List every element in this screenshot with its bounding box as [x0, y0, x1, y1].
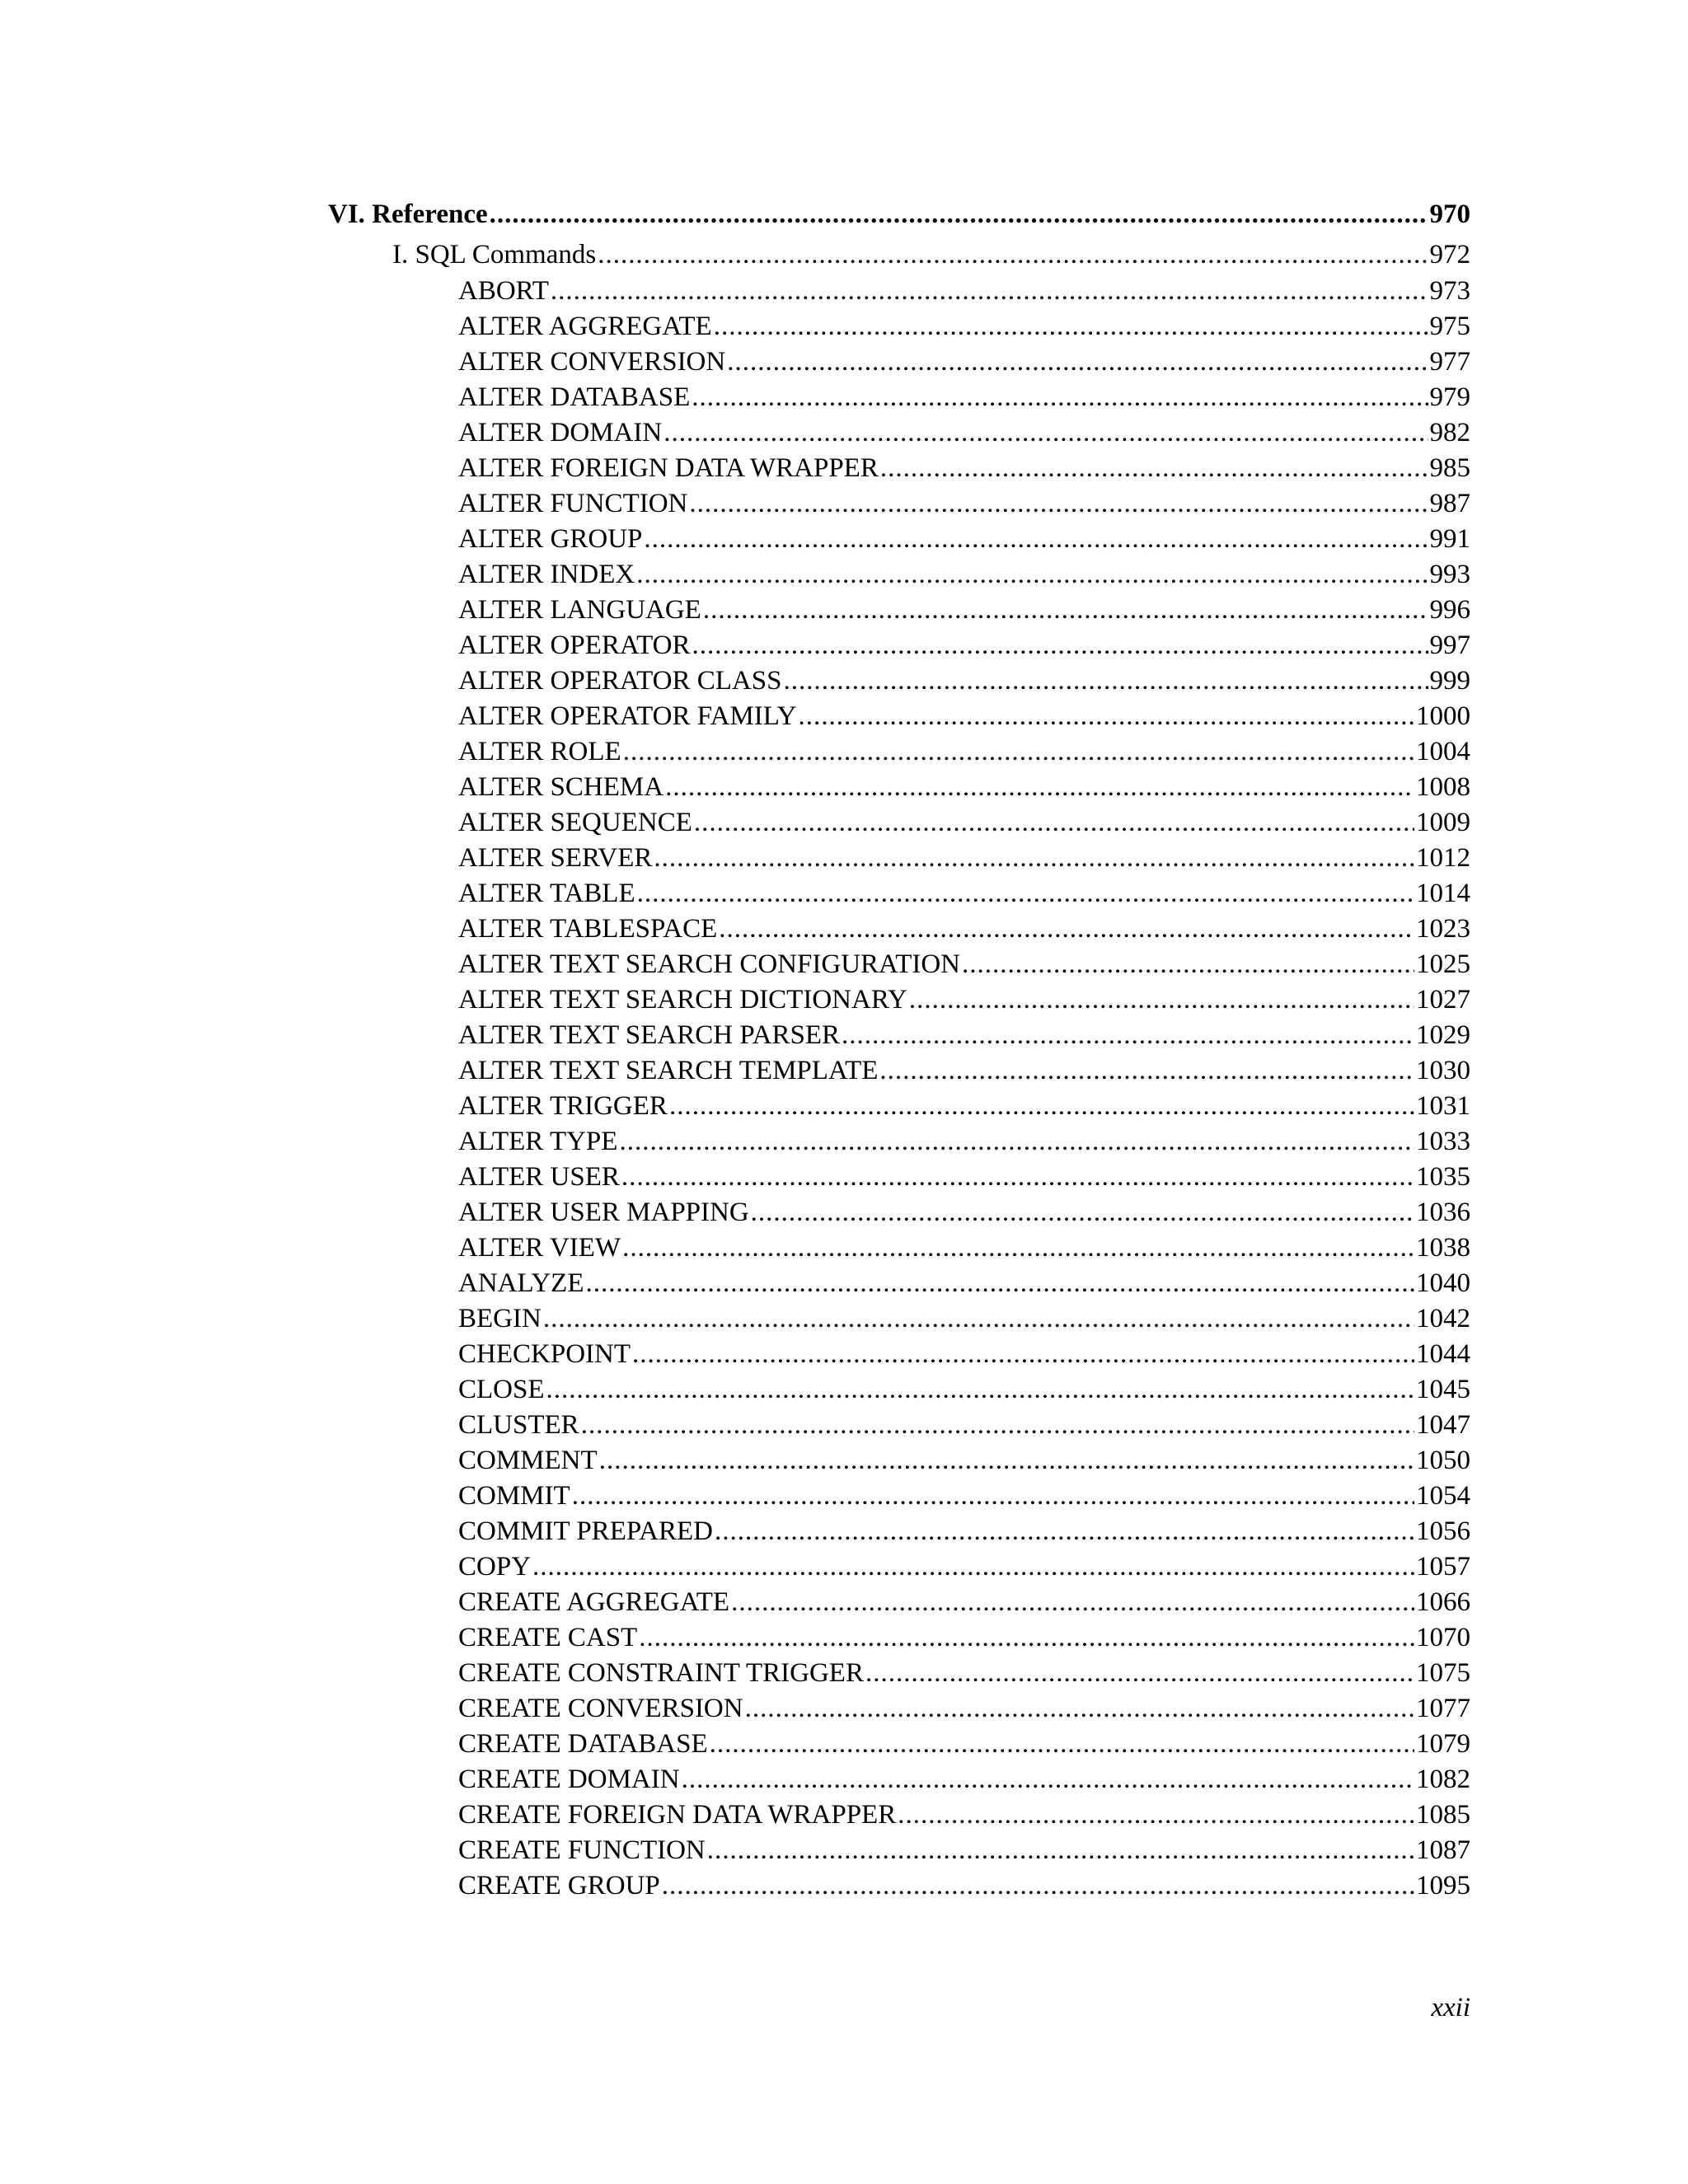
toc-entry-page: 1095	[1416, 1871, 1470, 1900]
toc-entry[interactable]	[328, 982, 1470, 1018]
dot-leader	[842, 1018, 1414, 1053]
dot-leader	[551, 274, 1428, 309]
toc-entry-title: CREATE FUNCTION	[458, 1835, 706, 1865]
toc-entry-title: CREATE DATABASE	[458, 1729, 708, 1759]
toc-entry-page: 1008	[1416, 772, 1470, 802]
toc-entry[interactable]	[328, 486, 1470, 522]
toc-entry-page: 999	[1429, 666, 1470, 696]
toc-entry-page: 1077	[1416, 1694, 1470, 1723]
toc-entry[interactable]	[328, 1124, 1470, 1160]
toc-entry-title: ALTER INDEX	[458, 560, 635, 589]
toc-entry-page: 1079	[1416, 1729, 1470, 1759]
toc-entry-title: ALTER FOREIGN DATA WRAPPER	[458, 453, 879, 483]
dot-leader	[632, 1337, 1414, 1372]
dot-leader	[865, 1656, 1414, 1691]
toc-entry[interactable]	[328, 1089, 1470, 1124]
toc-entry-title: ALTER USER	[458, 1162, 620, 1192]
dot-leader	[663, 415, 1428, 451]
toc-entry-title: ALTER CONVERSION	[458, 347, 726, 377]
toc-entry-page: 1035	[1416, 1162, 1470, 1192]
toc-entry-page: 1000	[1416, 701, 1470, 731]
toc-entry-title: ALTER TRIGGER	[458, 1091, 668, 1121]
toc-entry-title: ALTER TEXT SEARCH TEMPLATE	[458, 1056, 879, 1085]
toc-entry-title: ALTER TEXT SEARCH CONFIGURATION	[458, 949, 961, 979]
dot-leader	[727, 344, 1428, 380]
toc-entry-page: 993	[1429, 560, 1470, 589]
toc-entry[interactable]	[328, 557, 1470, 593]
dot-leader	[622, 1230, 1414, 1266]
toc-entry[interactable]	[328, 1230, 1470, 1266]
toc-entry-title: ALTER DOMAIN	[458, 418, 663, 448]
toc-entry[interactable]	[328, 1868, 1470, 1904]
toc-entry-title: ALTER LANGUAGE	[458, 595, 701, 625]
toc-entry[interactable]	[328, 1656, 1470, 1691]
dot-leader	[599, 1443, 1414, 1479]
toc-entry-page: 1038	[1416, 1233, 1470, 1263]
dot-leader	[572, 1479, 1414, 1514]
toc-entry-page: 987	[1429, 489, 1470, 518]
toc-entry-title: COMMENT	[458, 1446, 598, 1475]
toc-entry-page: 1042	[1416, 1304, 1470, 1333]
dot-leader	[619, 1124, 1414, 1160]
toc-entry[interactable]	[328, 1620, 1470, 1656]
dot-leader	[714, 309, 1428, 344]
dot-leader	[751, 1195, 1414, 1230]
toc-entry-title: CREATE AGGREGATE	[458, 1587, 730, 1617]
toc-entry[interactable]	[328, 1301, 1470, 1337]
dot-leader	[783, 663, 1428, 699]
toc-entry-title: COPY	[458, 1552, 532, 1582]
toc-entry[interactable]	[328, 1833, 1470, 1868]
toc-entry[interactable]	[328, 1195, 1470, 1230]
toc-entry-page: 1070	[1416, 1623, 1470, 1652]
toc-entry-page: 1045	[1416, 1375, 1470, 1404]
toc-entry[interactable]	[328, 344, 1470, 380]
toc-entry-page: 973	[1429, 276, 1470, 306]
toc-entry-page: 1004	[1416, 737, 1470, 766]
toc-entry-title: ALTER SEQUENCE	[458, 808, 692, 837]
toc-entry-title: ALTER USER MAPPING	[458, 1197, 749, 1227]
toc-entry-title: ALTER TABLE	[458, 879, 635, 908]
toc-entry-page: 1036	[1416, 1197, 1470, 1227]
toc-entry[interactable]	[328, 1514, 1470, 1549]
toc-entry[interactable]	[328, 841, 1470, 876]
toc-entry-page: 1085	[1416, 1800, 1470, 1830]
toc-entry-title: CREATE CONVERSION	[458, 1694, 743, 1723]
toc-entry-page: 1009	[1416, 808, 1470, 837]
toc-entry-page: 977	[1429, 347, 1470, 377]
dot-leader	[546, 1372, 1414, 1408]
toc-entry-title: CLUSTER	[458, 1410, 579, 1440]
toc-entry[interactable]	[328, 1549, 1470, 1585]
dot-leader	[909, 982, 1414, 1018]
dot-leader	[654, 841, 1414, 876]
toc-entry[interactable]	[328, 522, 1470, 557]
toc-entry-title: COMMIT PREPARED	[458, 1516, 714, 1546]
toc-entry[interactable]	[328, 699, 1470, 734]
toc-entry[interactable]	[328, 1585, 1470, 1620]
toc-entry[interactable]	[328, 380, 1470, 415]
toc-entry-page: 1030	[1416, 1056, 1470, 1085]
toc-entry-page: 975	[1429, 312, 1470, 341]
dot-leader	[586, 1266, 1415, 1301]
toc-entry[interactable]	[328, 628, 1470, 663]
toc-entry[interactable]	[328, 1372, 1470, 1408]
toc-entry[interactable]	[328, 1160, 1470, 1195]
toc-entry[interactable]	[328, 734, 1470, 770]
dot-leader	[707, 1833, 1414, 1868]
toc-entry-title: ALTER VIEW	[458, 1233, 621, 1263]
dot-leader	[665, 770, 1414, 805]
dot-leader	[490, 191, 1428, 237]
toc-entry[interactable]	[328, 912, 1470, 947]
toc-entry-page: 1044	[1416, 1339, 1470, 1369]
toc-item-list	[328, 274, 1470, 1904]
toc-entry[interactable]	[328, 1443, 1470, 1479]
toc-entry-title: ALTER TABLESPACE	[458, 914, 718, 944]
toc-entry-title: ALTER TEXT SEARCH PARSER	[458, 1020, 841, 1050]
toc-entry-page: 996	[1429, 595, 1470, 625]
toc-entry[interactable]	[328, 663, 1470, 699]
toc-entry-title: ALTER OPERATOR	[458, 630, 691, 660]
toc-entry-page: 1040	[1416, 1268, 1470, 1298]
toc-part-entry[interactable]	[328, 191, 1470, 237]
toc-entry[interactable]	[328, 1053, 1470, 1089]
dot-leader	[689, 486, 1428, 522]
toc-entry-page: 1029	[1416, 1020, 1470, 1050]
dot-leader	[703, 593, 1428, 628]
toc-chapter-title: I. SQL Commands	[392, 240, 597, 269]
toc-entry-page: 1075	[1416, 1658, 1470, 1688]
toc-entry-title: CREATE FOREIGN DATA WRAPPER	[458, 1800, 897, 1830]
toc-entry-page: 1056	[1416, 1516, 1470, 1546]
toc-entry-page: 1033	[1416, 1127, 1470, 1156]
dot-leader	[898, 1797, 1414, 1833]
toc-entry-title: ALTER OPERATOR CLASS	[458, 666, 782, 696]
toc-entry[interactable]	[328, 1408, 1470, 1443]
dot-leader	[745, 1691, 1414, 1727]
toc-entry[interactable]	[328, 947, 1470, 982]
toc-entry[interactable]	[328, 805, 1470, 841]
dot-leader	[879, 1053, 1414, 1089]
toc-entry[interactable]	[328, 1266, 1470, 1301]
toc-entry-page: 1031	[1416, 1091, 1470, 1121]
toc-entry-title: COMMIT	[458, 1481, 570, 1511]
dot-leader	[719, 912, 1414, 947]
toc-entry[interactable]	[328, 1691, 1470, 1727]
toc-entry-page: 1066	[1416, 1587, 1470, 1617]
toc-entry-page: 1027	[1416, 985, 1470, 1015]
toc-entry-page: 979	[1429, 382, 1470, 412]
toc-entry-title: CREATE GROUP	[458, 1871, 660, 1900]
dot-leader	[880, 451, 1428, 486]
toc-entry-page: 1057	[1416, 1552, 1470, 1582]
toc-chapter-entry[interactable]	[328, 237, 1470, 274]
toc-entry-page: 982	[1429, 418, 1470, 448]
toc-entry-page: 1050	[1416, 1446, 1470, 1475]
toc-entry[interactable]	[328, 876, 1470, 912]
toc-entry[interactable]	[328, 451, 1470, 486]
toc-entry-title: ALTER SCHEMA	[458, 772, 664, 802]
toc-entry-page: 1025	[1416, 949, 1470, 979]
toc-entry-title: ALTER SERVER	[458, 843, 653, 873]
dot-leader	[644, 522, 1428, 557]
toc-entry-page: 985	[1429, 453, 1470, 483]
dot-leader	[798, 699, 1414, 734]
toc-entry[interactable]	[328, 415, 1470, 451]
toc-entry-title: ALTER OPERATOR FAMILY	[458, 701, 797, 731]
dot-leader	[731, 1585, 1414, 1620]
toc-entry-title: ALTER TYPE	[458, 1127, 618, 1156]
dot-leader	[694, 805, 1414, 841]
toc-entry-title: BEGIN	[458, 1304, 542, 1333]
dot-leader	[623, 734, 1414, 770]
toc-entry-page: 1023	[1416, 914, 1470, 944]
toc-entry-page: 1012	[1416, 843, 1470, 873]
dot-leader	[621, 1160, 1414, 1195]
dot-leader	[662, 1868, 1414, 1904]
dot-leader	[710, 1727, 1414, 1762]
toc-entry-title: ALTER DATABASE	[458, 382, 691, 412]
dot-leader	[962, 947, 1414, 982]
toc-entry-page: 991	[1429, 524, 1470, 554]
dot-leader	[692, 628, 1428, 663]
dot-leader	[692, 380, 1428, 415]
toc-entry-page: 1054	[1416, 1481, 1470, 1511]
toc-entry-title: CREATE CAST	[458, 1623, 638, 1652]
toc-entry[interactable]	[328, 274, 1470, 309]
toc-chapter-page: 972	[1429, 240, 1470, 269]
toc-entry-page: 1047	[1416, 1410, 1470, 1440]
dot-leader	[715, 1514, 1414, 1549]
toc-entry[interactable]	[328, 1018, 1470, 1053]
toc-entry-title: CHECKPOINT	[458, 1339, 631, 1369]
dot-leader	[598, 237, 1428, 273]
dot-leader	[682, 1762, 1414, 1797]
toc-entry-title: CLOSE	[458, 1375, 545, 1404]
dot-leader	[669, 1089, 1414, 1124]
toc-entry[interactable]	[328, 1727, 1470, 1762]
toc-entry-title: CREATE DOMAIN	[458, 1765, 680, 1794]
toc-part-title: VI. Reference	[328, 199, 488, 229]
toc-entry[interactable]	[328, 770, 1470, 805]
toc-entry-title: ABORT	[458, 276, 549, 306]
toc-entry-title: ALTER FUNCTION	[458, 489, 688, 518]
toc-entry-title: ALTER ROLE	[458, 737, 621, 766]
toc-part-page: 970	[1429, 199, 1470, 229]
toc-entry[interactable]	[328, 309, 1470, 344]
dot-leader	[637, 876, 1414, 912]
toc-entry[interactable]	[328, 1762, 1470, 1797]
page-number: xxii	[1431, 1993, 1470, 2022]
toc-entry-title: ALTER TEXT SEARCH DICTIONARY	[458, 985, 907, 1015]
toc-entry[interactable]	[328, 1337, 1470, 1372]
dot-leader	[636, 557, 1428, 593]
toc-entry[interactable]	[328, 1479, 1470, 1514]
table-of-contents	[328, 191, 1470, 1904]
dot-leader	[532, 1549, 1414, 1585]
toc-entry-page: 1082	[1416, 1765, 1470, 1794]
toc-entry-title: ANALYZE	[458, 1268, 584, 1298]
toc-entry-page: 1014	[1416, 879, 1470, 908]
dot-leader	[639, 1620, 1414, 1656]
dot-leader	[581, 1408, 1414, 1443]
toc-entry-title: ALTER GROUP	[458, 524, 643, 554]
toc-entry[interactable]	[328, 593, 1470, 628]
toc-entry-page: 997	[1429, 630, 1470, 660]
dot-leader	[543, 1301, 1414, 1337]
toc-entry[interactable]	[328, 1797, 1470, 1833]
toc-entry-page: 1087	[1416, 1835, 1470, 1865]
toc-entry-title: CREATE CONSTRAINT TRIGGER	[458, 1658, 864, 1688]
toc-entry-title: ALTER AGGREGATE	[458, 312, 712, 341]
